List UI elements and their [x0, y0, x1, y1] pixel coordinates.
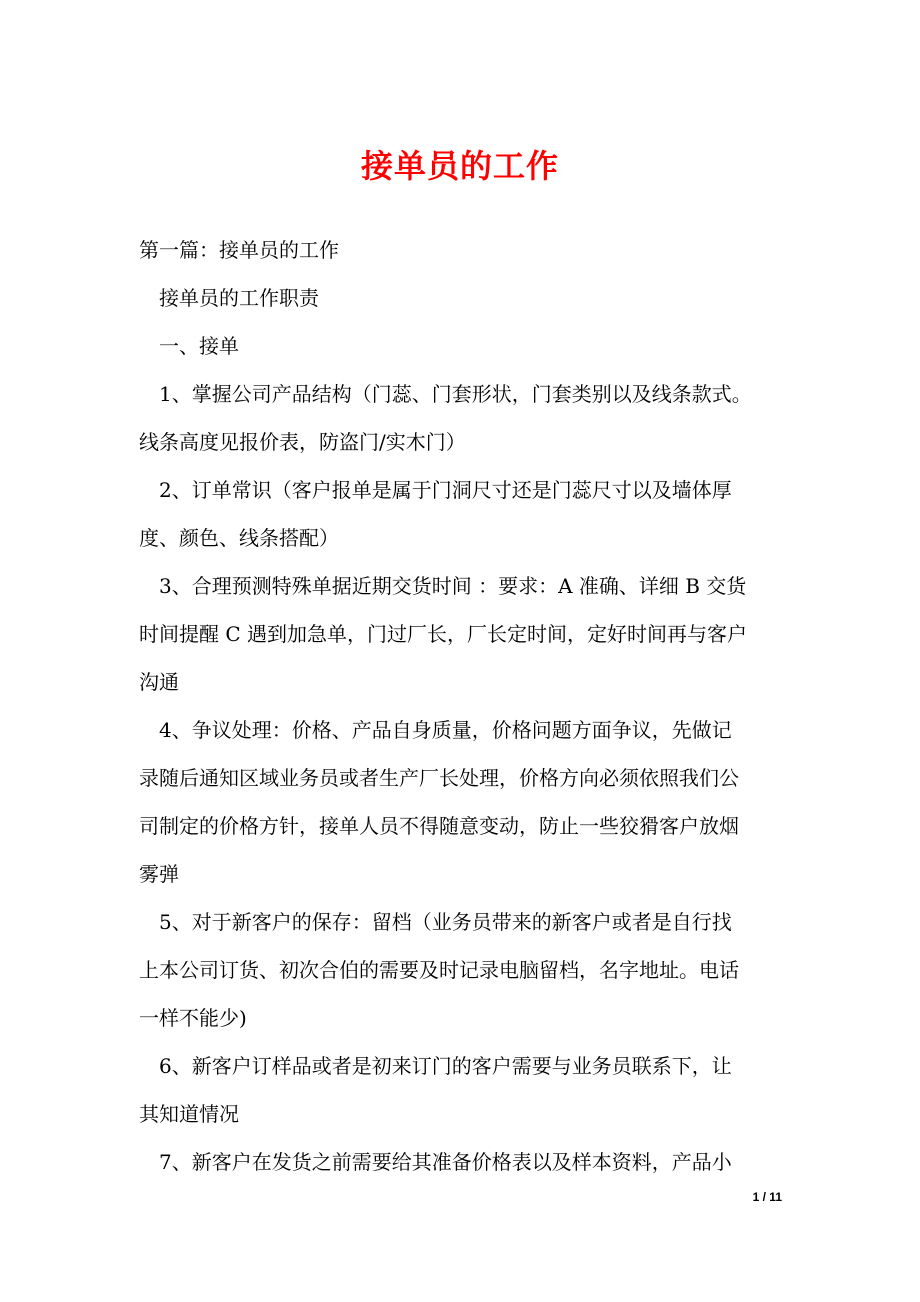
- body-line: 雾弹: [139, 862, 179, 886]
- body-line: 度、颜色、线条搭配）: [139, 526, 339, 550]
- body-line: 接单员的工作职责: [139, 286, 319, 310]
- body-line: 其知道情况: [139, 1102, 239, 1126]
- body-line: 5、对于新客户的保存：留档（业务员带来的新客户或者是自行找: [139, 910, 732, 934]
- document-title: 接单员的工作: [360, 147, 559, 185]
- body-line: 一、接单: [139, 334, 239, 358]
- body-line: 第一篇：接单员的工作: [139, 238, 339, 262]
- document-body: [139, 226, 784, 1186]
- page-number: 1 / 11: [752, 1190, 782, 1204]
- body-line: 一样不能少): [139, 1006, 247, 1030]
- body-line: 3、合理预测特殊单据近期交货时间 ：要求：A 准确、详细 B 交货: [139, 574, 747, 598]
- body-line: 7、新客户在发货之前需要给其准备价格表以及样本资料，产品小: [139, 1150, 732, 1174]
- body-line: 6、新客户订样品或者是初来订门的客户需要与业务员联系下，让: [139, 1054, 732, 1078]
- body-line: 2、订单常识（客户报单是属于门洞尺寸还是门蕊尺寸以及墙体厚: [139, 478, 732, 502]
- body-line: 时间提醒 C 遇到加急单，门过厂长，厂长定时间，定好时间再与客户: [139, 622, 748, 646]
- body-line: 沟通: [139, 670, 179, 694]
- body-line: 线条高度见报价表，防盗门/实木门）: [139, 430, 466, 454]
- body-line: 1、掌握公司产品结构（门蕊、门套形状，门套类别以及线条款式。: [139, 382, 752, 406]
- body-line: 录随后通知区域业务员或者生产厂长处理，价格方向必须依照我们公: [139, 766, 739, 790]
- body-line: 上本公司订货、初次合伯的需要及时记录电脑留档，名字地址。电话: [139, 958, 739, 982]
- body-line: 4、争议处理：价格、产品自身质量，价格问题方面争议，先做记: [139, 718, 732, 742]
- body-line: 司制定的价格方针，接单人员不得随意变动，防止一些狡猾客户放烟: [139, 814, 739, 838]
